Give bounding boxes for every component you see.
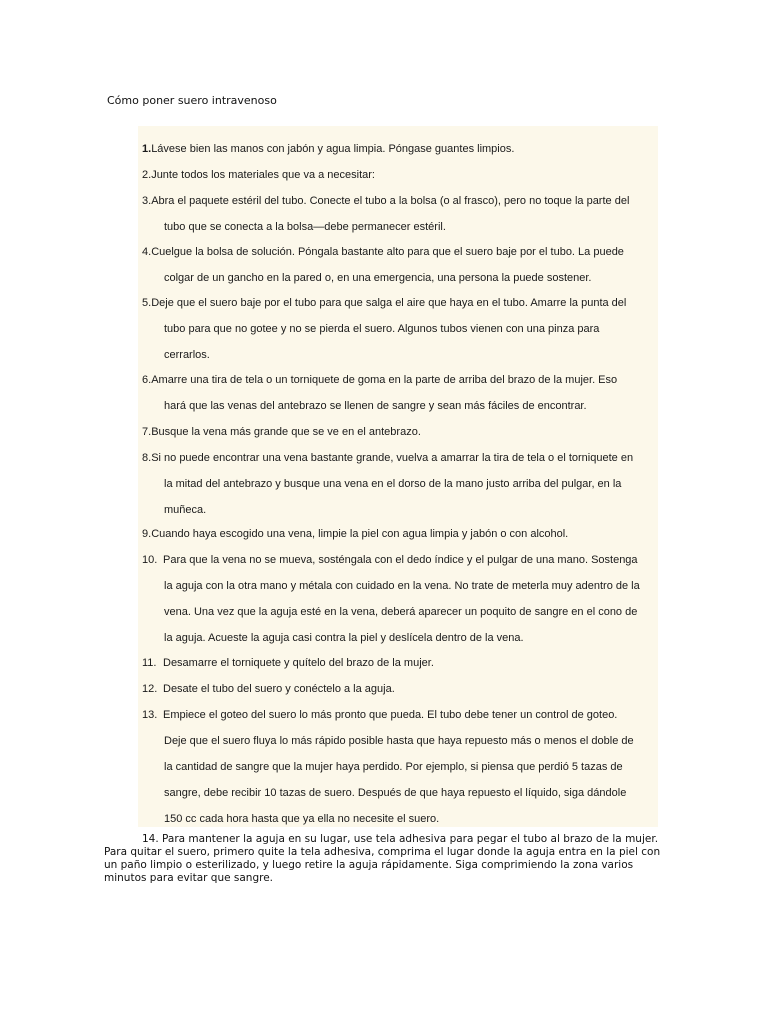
list-item-text: tubo para que no gotee y no se pierda el suero. Algunos tubos vienen con una pinza para xyxy=(164,323,600,335)
list-item-continuation xyxy=(142,625,662,651)
list-item-text: Lávese bien las manos con jabón y agua limpia. Póngase guantes limpios. xyxy=(151,143,515,155)
list-item-continuation xyxy=(142,806,662,832)
list-item-number: 6. xyxy=(142,374,152,386)
list-item-text: Cuelgue la bolsa de solución. Póngala bastante alto para que el suero baje por el tubo. La puede xyxy=(151,246,624,258)
list-item-first-line xyxy=(142,239,662,265)
list-item-text: hará que las venas del antebrazo se llenen de sangre y sean más fáciles de encontrar. xyxy=(164,400,587,412)
list-item-first-line xyxy=(142,650,662,676)
list-item-text: colgar de un gancho en la pared o, en una emergencia, una persona la puede sostener. xyxy=(164,272,592,284)
list-item-continuation xyxy=(142,754,662,780)
list-item-continuation xyxy=(142,342,662,368)
list-item-text: Para que la vena no se mueva, sosténgala con el dedo índice y el pulgar de una mano. Sostenga xyxy=(163,554,638,566)
list-item-text: Amarre una tira de tela o un torniquete de goma en la parte de arriba del brazo de la mujer. Eso xyxy=(151,374,618,386)
list-item xyxy=(142,162,662,188)
list-item-first-line xyxy=(142,445,662,471)
list-item-text: sangre, debe recibir 10 tazas de suero. Después de que haya repuesto el líquido, siga dándole xyxy=(164,787,627,799)
list-item-continuation xyxy=(142,599,662,625)
document-title: Cómo poner suero intravenoso xyxy=(107,94,277,107)
list-item-continuation xyxy=(142,316,662,342)
list-item-continuation xyxy=(142,471,662,497)
list-item-continuation xyxy=(142,214,662,240)
list-item-text: la aguja con la otra mano y métala con cuidado en la vena. No trate de meterla muy adentro de la xyxy=(164,580,640,592)
list-item-number: 10. xyxy=(142,554,158,566)
list-item-number: 11. xyxy=(142,657,157,669)
list-item-text: Si no puede encontrar una vena bastante grande, vuelva a amarrar la tira de tela o el torniquete en xyxy=(151,452,634,464)
list-item xyxy=(142,188,662,240)
list-item-text: muñeca. xyxy=(164,504,207,516)
list-item-text: Junte todos los materiales que va a necesitar: xyxy=(151,169,375,181)
list-item-text: la aguja. Acueste la aguja casi contra la piel y deslícela dentro de la vena. xyxy=(164,632,524,644)
list-item-first-line xyxy=(142,702,662,728)
list-item-text: Cuando haya escogido una vena, limpie la piel con agua limpia y jabón o con alcohol. xyxy=(151,528,569,540)
list-item-text: vena. Una vez que la aguja esté en la vena, deberá aparecer un poquito de sangre en el cono de xyxy=(164,606,638,618)
list-item-text: la cantidad de sangre que la mujer haya perdido. Por ejemplo, si piensa que perdió 5 tazas de xyxy=(164,761,623,773)
list-item-text: Deje que el suero baje por el tubo para que salga el aire que haya en el tubo. Amarre la punta del xyxy=(151,297,627,309)
list-item-continuation xyxy=(142,497,662,523)
list-item-number: 13. xyxy=(142,709,158,721)
list-item-first-line xyxy=(142,547,662,573)
list-item-first-line xyxy=(142,676,662,702)
list-item-first-line xyxy=(142,162,662,188)
list-item-continuation xyxy=(142,780,662,806)
list-item-number: 1. xyxy=(142,143,152,155)
list-item-continuation xyxy=(142,573,662,599)
list-item xyxy=(142,367,662,419)
list-item xyxy=(142,702,662,832)
list-item-first-line xyxy=(142,188,662,214)
list-item-text: 150 cc cada hora hasta que ya ella no necesite el suero. xyxy=(164,813,440,825)
list-item-continuation xyxy=(142,393,662,419)
list-item-continuation xyxy=(142,265,662,291)
list-item-continuation xyxy=(142,728,662,754)
list-item xyxy=(142,419,662,445)
list-item xyxy=(142,136,662,162)
list-item-first-line xyxy=(142,419,662,445)
list-item-text: Empiece el goteo del suero lo más pronto que pueda. El tubo debe tener un control de goteo. xyxy=(163,709,618,721)
list-item-text: la mitad del antebrazo y busque una vena en el dorso de la mano justo arriba del pulgar, en la xyxy=(164,478,622,490)
list-item-first-line xyxy=(142,136,662,162)
list-item-number: 4. xyxy=(142,246,152,258)
list-item xyxy=(142,290,662,368)
list-item xyxy=(142,445,662,523)
footer-paragraph xyxy=(104,833,664,885)
list-item xyxy=(142,676,662,702)
footer-first-line: 14. Para mantener la aguja en su lugar, use tela adhesiva para pegar el tubo al brazo de la mujer. xyxy=(142,833,659,845)
list-item-number: 12. xyxy=(142,683,158,695)
list-item-first-line xyxy=(142,290,662,316)
list-item xyxy=(142,239,662,291)
list-item-text: Desate el tubo del suero y conéctelo a la aguja. xyxy=(163,683,395,695)
list-item-number: 2. xyxy=(142,169,152,181)
list-item-text: Deje que el suero fluya lo más rápido posible hasta que haya repuesto más o menos el doble de xyxy=(164,735,634,747)
list-item xyxy=(142,547,662,651)
list-item-first-line xyxy=(142,367,662,393)
footer-rest-text: Para quitar el suero, primero quite la tela adhesiva, comprima el lugar donde la aguja entra en la piel con un paño limpio o esterilizado, y luego retire la aguja rápidamente. Siga comprimiendo la zona varios minutos para evitar que sangre. xyxy=(104,846,661,884)
list-item xyxy=(142,521,662,547)
list-item-text: tubo que se conecta a la bolsa—debe permanecer estéril. xyxy=(164,221,446,233)
list-item xyxy=(142,650,662,676)
list-item-first-line xyxy=(142,521,662,547)
list-item-number: 7. xyxy=(142,426,152,438)
list-item-text: Busque la vena más grande que se ve en el antebrazo. xyxy=(151,426,421,438)
list-item-text: Abra el paquete estéril del tubo. Conecte el tubo a la bolsa (o al frasco), pero no toque la parte del xyxy=(151,195,630,207)
list-item-text: Desamarre el torniquete y quítelo del brazo de la mujer. xyxy=(163,657,434,669)
list-item-number: 8. xyxy=(142,452,152,464)
list-item-number: 5. xyxy=(142,297,152,309)
list-item-text: cerrarlos. xyxy=(164,349,210,361)
list-item-number: 9. xyxy=(142,528,152,540)
list-item-number: 3. xyxy=(142,195,152,207)
